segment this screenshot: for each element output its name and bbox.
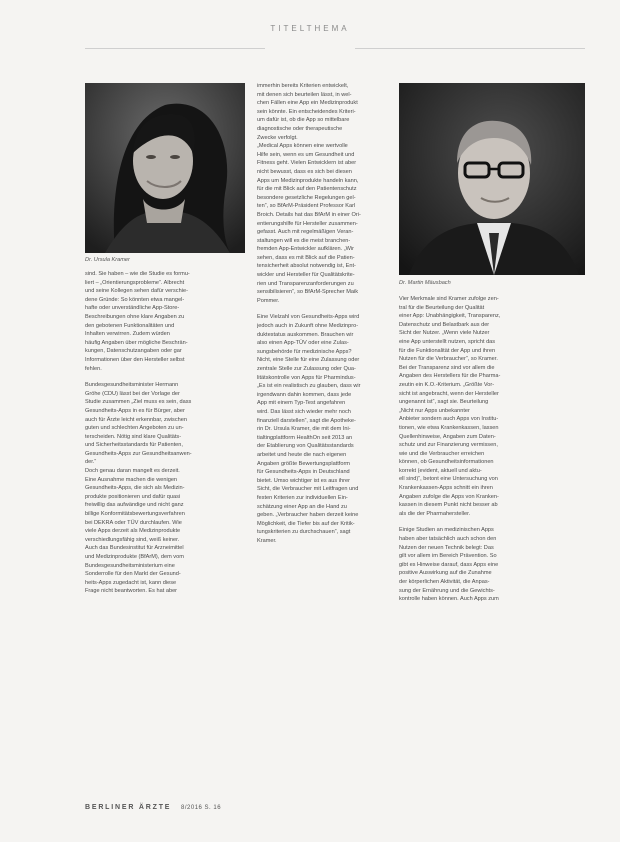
text-line: und Sicherheitsstandards für Patienten, [85, 442, 183, 449]
text-line: können, ob Gesundheitsinformationen [399, 459, 494, 466]
text-line: sehen, dass es mit Blick auf die Patien- [257, 254, 355, 261]
text-line: tionen, wie etwa Krankenkassen, lassen [399, 424, 499, 431]
text-line: Zwecke verfolgt. [257, 134, 298, 141]
text-line: App mit einem Typ-Test angefahren [257, 400, 346, 407]
text-line: finanziell darstellen“, sagt die Apotheke- [257, 417, 356, 424]
text-line: jedoch auch in Zukunft ohne Medizinpro- [257, 323, 359, 330]
text-line: sicht ist angebracht, wenn der Hersteller [399, 390, 499, 397]
text-line: Nutzen für die Verbraucher“, so Kramer. [399, 356, 498, 363]
text-line: bei DEKRA oder TÜV durchlaufen. Wie [85, 519, 182, 526]
text-line: diagnostische oder therapeutische [257, 125, 343, 132]
text-line: entierungshilfe für Hersteller zusammen- [257, 220, 358, 227]
text-line: ungenannt ist“, sagt sie. Beurteilung [399, 399, 489, 406]
text-line: tral für die Beurteilung der Qualität [399, 304, 485, 311]
text-line: Krankenkassen-Apps schnitt ein ihren [399, 485, 493, 492]
text-line: freiwillig das aufwändige und nicht ganz [85, 502, 184, 509]
text-line: „Es ist ein realistisch zu glauben, dass wir [257, 383, 361, 390]
text-line: der Etablierung von Qualitätsstandards [257, 443, 354, 450]
text-line: bietet. Umso wichtiger ist es aus ihrer [257, 477, 350, 484]
text-line: für die Funktionalität der App und ihren [399, 347, 496, 354]
text-line: produkte positionieren und dafür quasi [85, 493, 181, 500]
text-line: Nutzen der neuen Technik belegt: Das [399, 544, 494, 551]
text-line: Angaben zufolge die Apps von Kranken- [399, 493, 499, 500]
text-line: Angaben größte Bewertungsplattform [257, 460, 350, 467]
text-line: tungskriterien zu durchschauen“, sagt [257, 529, 351, 536]
text-line: Datenschutz und Belastbark aus der [399, 321, 490, 328]
text-line: verschiedlungsfähig sind, weiß keiner. [85, 536, 180, 543]
text-line: rin Dr. Ursula Kramer, die mit dem Ini- [257, 426, 351, 433]
text-line: Bundesgesundheitsminister Hermann [85, 382, 179, 389]
text-line: Quellenhinweise, Angaben zum Daten- [399, 433, 496, 440]
text-line: kassen in diesem Punkt nicht besser ab [399, 502, 498, 509]
text-line: gilt vor allem im Bereich Prävention. So [399, 553, 497, 560]
paragraph [257, 82, 389, 305]
text-line: sensibilisieren“, so BfArM-Sprecher Maik [257, 289, 359, 296]
text-line: als die der Pharmahersteller. [399, 510, 471, 517]
text-line: wie und die Verbraucher erreichen [399, 450, 485, 457]
text-line: Kramer. [257, 537, 277, 544]
text-line: wird. Das lässt sich wieder mehr noch [257, 408, 351, 415]
text-line: tensicherheit absolut notwendig ist, Ent- [257, 263, 356, 270]
text-line: also einen App-TÜV oder eine Zulas- [257, 340, 349, 347]
text-line: positive Auswirkung auf die Zunahme [399, 570, 492, 577]
text-line: Nicht, eine Stelle für eine Zulassung oder [257, 357, 360, 364]
text-line: Sicht der Nutzer. „Wenn viele Nutzer [399, 330, 490, 337]
text-line: Angaben des Herstellers für die Pharma- [399, 373, 501, 380]
text-line: hafte oder unverständliche App-Store- [85, 305, 180, 312]
text-line: und Medizinprodukte (BfArM), dem vom [85, 554, 184, 560]
text-line: sind. Sie haben – wie die Studie es formu- [85, 271, 190, 277]
page-footer [85, 804, 221, 811]
text-line: Beschreibungen ohne klare Angaben zu [85, 313, 185, 320]
text-line: ten“, so BfArM-Präsident Professor Karl [257, 203, 356, 210]
text-line: um dafür ist, ob die App so mittelbare [257, 117, 350, 124]
text-line: tialtingplattform HealthOn seit 2013 an [257, 434, 353, 441]
header-rule-right [355, 48, 585, 49]
text-line: Bundesgesundheitsministerium eine [85, 562, 175, 569]
text-line: sungsbehörde für medizinische Apps? [257, 348, 352, 355]
text-line: rien und Transparenzanforderungen zu [257, 280, 354, 287]
text-line: immerhin bereits Kriterien entwickelt, [257, 83, 349, 89]
paragraph [85, 270, 247, 373]
paragraph [399, 526, 585, 603]
paragraph [399, 295, 585, 518]
text-line: liert – „Orientierungsprobleme“. Albrecht [85, 279, 185, 286]
text-line: schätzung einer App an die Hand zu [257, 503, 347, 510]
text-line: für Gesundheits-Apps in Deutschland [257, 469, 350, 476]
text-line: sung der Ernährung und die Gewichts- [399, 587, 495, 594]
text-line: irgendwann dahin kommen, dass jede [257, 391, 352, 398]
text-line: einer App: Unabhängigkeit, Transparenz, [399, 313, 501, 320]
text-line: „Medical Apps können eine wertvolle [257, 143, 348, 150]
text-line: für die mit Blick auf den Patientenschutz [257, 186, 357, 193]
text-line: wickler und Hersteller für Qualitätskrite- [257, 272, 355, 279]
text-line: Gröhe (CDU) lässt bei der Vorlage der [85, 390, 180, 397]
text-line: „Nicht nur Apps unbekannter [399, 407, 470, 414]
photo-caption-right: Dr. Martin Mäusbach [399, 280, 451, 286]
portrait-photo-maeusbach [399, 83, 585, 275]
text-line: billige Konformitätsbewertungsverfahren [85, 511, 185, 518]
issue-info: 8/2016 S. 16 [181, 805, 222, 811]
text-line: der.“ [85, 459, 97, 466]
text-line: arbeitet und heute die nach eigenen [257, 451, 347, 458]
text-line: Sonderrolle für den Markt der Gesund- [85, 571, 181, 578]
text-line: kontrolle haben können. Auch Apps zum [399, 596, 499, 603]
text-line: kungen, Datenschutzangaben oder gar [85, 348, 182, 355]
text-line: besondere gesetzliche Regelungen gel- [257, 194, 356, 201]
text-column-left [85, 270, 247, 604]
text-line: viele Apps derzeit als Medizinprodukte [85, 528, 181, 535]
text-line: litätskontrolle von Apps für Pharmindus- [257, 374, 356, 381]
text-line: Gesundheits-Apps in es für Bürger, aber [85, 407, 185, 414]
text-line: Informationen über den Hersteller selbst [85, 356, 185, 363]
text-line: zentrale Stelle zur Zulassung oder Qua- [257, 366, 356, 372]
text-line: Gesundheits-Apps, die sich als Medizin- [85, 485, 185, 492]
text-line: gibt es Hinweise darauf, dass Apps eine [399, 561, 499, 568]
text-line: geben. „Verbraucher haben derzeit keine [257, 512, 359, 519]
text-line: dene Gründe: So könnten etwa mangel- [85, 296, 185, 303]
text-line: eine App unterstellt nutzen, spricht das [399, 338, 496, 345]
paragraph [85, 381, 247, 596]
photo-caption-left: Dr. Ursula Kramer [85, 257, 130, 263]
section-header: TITELTHEMA [270, 24, 350, 33]
text-column-right [399, 295, 585, 612]
text-line: guten und schlechten Angeboten zu un- [85, 425, 184, 432]
portrait-photo-kramer [85, 83, 245, 253]
text-line: Vier Merkmale sind Kramer zufolge zen- [399, 296, 499, 302]
text-line: Pommer. [257, 297, 280, 304]
paragraph [257, 313, 389, 545]
text-line: Apps um Medizinprodukte handeln kann, [257, 177, 359, 184]
text-line: Broich. Details hat das BfArM in einer Ori- [257, 211, 361, 218]
text-line: der körperlichen Aktivität, die Anpas- [399, 579, 490, 585]
text-line: und seine Kollegen sehen dafür verschie- [85, 288, 188, 295]
text-line: ell sind)“, betont eine Untersuchung von [399, 476, 498, 483]
text-line: sein könnte. Ein entscheidendes Kriteri- [257, 108, 356, 115]
text-line: Eine Vielzahl von Gesundheits-Apps wird [257, 314, 360, 321]
text-line: terscheiden. Nötig sind klare Qualitäts- [85, 433, 182, 440]
text-line: heits-Apps zugedacht ist, kann diese [85, 579, 177, 586]
text-line: schutz und zur Finanzierung vermissen, [399, 442, 498, 449]
text-line: nicht bewusst, dass es sich bei diesen [257, 168, 352, 175]
text-line: Studie zusammen „Ziel muss es sein, dass [85, 399, 192, 406]
text-line: mit denen sich beurteilen lässt, in wel- [257, 91, 352, 98]
text-line: haben aber tatsächlich auch schon den [399, 536, 497, 543]
magazine-name: BERLINER ÄRZTE [85, 804, 172, 811]
text-line: staltungen will es die meist branchen- [257, 237, 351, 244]
text-line: Frage nicht beantworten. Es hat aber [85, 588, 178, 595]
text-line: korrekt (evident, aktuell und aktu- [399, 467, 482, 474]
text-line: fehlen. [85, 365, 102, 372]
text-line: Hilfe sein, wenn es um Gesundheit und [257, 151, 355, 158]
text-line: Anbieter sondern auch Apps von Institu- [399, 416, 499, 423]
text-line: Inhalten verwirren. Zudem würden [85, 331, 170, 338]
text-line: gefasst. Auch mit regelmäßigen Veran- [257, 229, 354, 236]
text-line: auch für Ärzte leicht erkennbar, zwischen [85, 416, 187, 423]
text-line: häufig Angaben über mögliche Beschrän- [85, 339, 188, 346]
text-line: Eine Ausnahme machen die wenigen [85, 476, 178, 483]
text-line: festen Kriterien zur individuellen Ein- [257, 494, 348, 501]
text-line: fremden App-Entwickler aufklären. „Wir [257, 246, 354, 253]
text-line: chen Fällen eine App ein Medizinprodukt [257, 100, 358, 107]
header-rule-left [85, 48, 265, 49]
text-line: zeutin ein K.O.-Kriterium. „Größte Vor- [399, 381, 495, 388]
text-line: Gesundheits-Apps zur Gesundheitsanwen- [85, 450, 192, 457]
text-line: Bei der Transparenz sind vor allem die [399, 364, 495, 371]
text-column-middle [257, 82, 389, 553]
text-line: Sicht, die Verbraucher mit Leitfragen und [257, 486, 359, 493]
text-line: Möglichkeit, die Tiefer bis auf der Kritik- [257, 520, 355, 527]
text-line: duktestatus auskommen. Brauchen wir [257, 331, 354, 338]
text-line: Doch genau daran mangelt es derzeit. [85, 468, 180, 475]
text-line: Einige Studien an medizinischen Apps [399, 527, 494, 534]
text-line: Auch das Bundesinstitut für Arzneimittel [85, 545, 184, 552]
text-line: Fitness geht. Vielen Entwicklern ist aber [257, 160, 357, 167]
text-line: den gebotenen Funktionalitäten und [85, 322, 175, 329]
